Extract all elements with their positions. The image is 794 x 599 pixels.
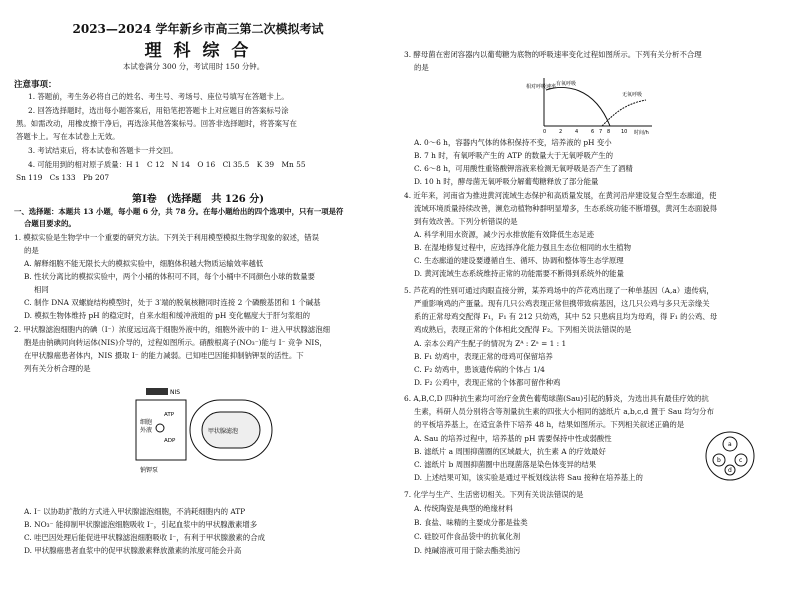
note-line: 2. 回答选择题时，选出每小题答案后，用铅笔把答题卡上对应题目的答案标号涂	[28, 106, 289, 115]
cell-label: 细胞	[140, 419, 153, 426]
q4-option-b: B. 在湿地修复过程中，应选择净化能力强且生态位相同的水生植物	[414, 243, 632, 252]
tick-label: 6	[591, 129, 595, 135]
note-line: 1. 答题前，考生务必将自己的姓名、考生号、考场号、座位号填写在答题卡上。	[28, 92, 289, 101]
disc-label: b	[717, 457, 721, 464]
q3-stem: 的是	[414, 63, 429, 72]
respiration-chart	[524, 74, 664, 138]
subject-title: 理 科 综 合	[144, 41, 252, 61]
q1-option-b: B. 性状分离比的模拟实验中，两个小桶的体积可不同，每个小桶中不同颜色小球的数量要	[24, 272, 315, 281]
tick-label: 0	[543, 129, 547, 135]
note-line: 3. 考试结束后，将本试卷和答题卡一并交回。	[28, 146, 178, 155]
q3-option-b: B. 7 h 时，有氧呼吸产生的 ATP 的数量大于无氧呼吸产生的	[414, 151, 614, 160]
note-line: Sn 119 Cs 133 Pb 207	[16, 173, 110, 182]
q2-option-c: C. 哇巴因处理后能促进甲状腺滤泡细胞吸收 I⁻，有利于甲状腺激素的合成	[24, 533, 265, 542]
tick-label: 7	[599, 129, 603, 135]
q3-option-c: C. 6～8 h，可用酸性重铬酸钾溶液来检测无氧呼吸是否产生了酒精	[414, 164, 633, 173]
q4-option-c: C. 生态廊道的建设要遵循自生、循环、协调和整体等生态学原理	[414, 256, 624, 265]
note-line: 黑。如需改动，用橡皮擦干净后，再选涂其他答案标号。回答非选择题时，将答案写在	[16, 119, 297, 128]
q7-option-a: A. 传统陶瓷是典型的绝缘材料	[414, 504, 513, 513]
disc-label: c	[739, 457, 743, 464]
note-line: 4. 可能用到的相对原子质量：H 1 C 12 N 14 O 16 Cl 35.5 K 39 Mn 55	[28, 160, 306, 169]
tick-label: 8	[607, 129, 611, 135]
q2-option-d: D. 甲状腺癌患者血浆中的促甲状腺激素释放激素的浓度可能会升高	[24, 546, 242, 555]
pump-label: 钠钾泵	[140, 467, 159, 474]
q4-line: 流域环境质量持续改善，濒危动植物种群明显增多，生态系统功能不断增强，黄河生态面貌得	[414, 204, 718, 213]
q3-option-a: A. 0～6 h，容器内气体的体积保持不变，培养液的 pH 变小	[414, 138, 612, 147]
q1-stem: 1. 模拟实验是生物学中一个重要的研究方法。下列关于利用模型模拟生物学现象的叙述，错误	[14, 233, 320, 242]
thyroid-label: 甲状腺滤泡	[208, 428, 239, 435]
q4-option-d: D. 黄河流域生态系统维持正常的功能需要不断得到系统外的能量	[414, 269, 624, 278]
q1-stem: 的是	[24, 246, 39, 255]
q7-line: 7. 化学与生产、生活密切相关。下列有关说法错误的是	[404, 490, 584, 499]
q2-option-a: A. I⁻ 以协助扩散的方式进入甲状腺滤泡细胞，不消耗细胞内的 ATP	[24, 507, 246, 516]
q6-option-d: D. 上述结果可知，该实验是通过平板划线法将 Sau 接种在培养基上的	[414, 473, 643, 482]
section-title: 第Ⅰ卷 (选择题 共 126 分)	[132, 194, 264, 205]
exam-title: 2023—2024 学年新乡市高三第二次模拟考试	[72, 22, 324, 36]
q5-line: 鸡成熟后，表现正常的个体相此交配得 F₂。下列相关说法错误的是	[414, 325, 632, 334]
q5-option-a: A. 亲本公鸡产生配子的情况为 Zᴬ : Zᵃ = 1 : 1	[414, 339, 567, 348]
tick-label: 4	[575, 129, 579, 135]
nis-transport-diagram	[126, 380, 276, 476]
q6-option-a: A. Sau 的培养过程中，培养基的 pH 需要保持中性或弱酸性	[414, 434, 612, 443]
q1-option-b: 相同	[34, 285, 49, 294]
q5-line: 系的正常母鸡交配得 F₁，F₁ 有 212 只幼鸡，其中 52 只患病且均为母鸡，得 F₁ 的公鸡、母	[414, 312, 718, 321]
section-intro: 合题目要求的。	[24, 219, 76, 228]
q1-option-d: D. 模拟生物体维持 pH 的稳定时，自来水组和缓冲液组的 pH 变化幅度大于肝匀浆组的	[24, 311, 311, 320]
q1-option-c: C. 制作 DNA 双螺旋结构模型时，处于 3′端的脱氧核糖同时连接 2 个磷酸基团和 1 个碱基	[24, 298, 321, 307]
anaerobic-label: 无氧呼吸	[622, 92, 643, 98]
notes-heading: 注意事项：	[14, 80, 57, 90]
q3-stem: 3. 酵母菌在密闭容器内以葡萄糖为底物的呼吸速率变化过程如图所示。下列有关分析不合理	[404, 50, 702, 59]
atp-label: ATP	[164, 412, 175, 418]
section-intro: 一、选择题：本题共 13 小题，每小题 6 分，共 78 分。在每小题给出的四个选项中，只有一项是符	[14, 207, 344, 216]
q7-option-d: D. 纯碱溶液可用于除去酯类油污	[414, 546, 521, 555]
note-line: 答题卡上。写在本试卷上无效。	[16, 132, 120, 141]
tick-label: 10	[621, 129, 628, 135]
q5-option-c: C. F₂ 幼鸡中，患该遗传病的个体占 1/4	[414, 365, 545, 374]
nis-label: NIS	[170, 389, 181, 396]
score-info: 本试卷满分 300 分，考试用时 150 分钟。	[123, 62, 265, 71]
q5-line: 严重影响鸡的产蛋量。现有几只公鸡表现正常但携带致病基因，这几只公鸡与多只无亲缘关	[414, 299, 710, 308]
x-axis-label: 时间/h	[634, 130, 649, 136]
q1-option-a: A. 解释细胞不能无限长大的模拟实验中，细胞体积越大物质运输效率越低	[24, 259, 264, 268]
q5-option-b: B. F₁ 幼鸡中，表现正常的母鸡可保留培养	[414, 352, 553, 361]
q6-line: 生素，科研人员分别将含等剂量抗生素的四张大小相同的滤纸片 a,b,c,d 置于 Sau 均匀分布	[414, 407, 714, 416]
y-axis-label: 相对呼吸速率	[526, 84, 557, 90]
q7-option-c: C. 硅胶可作食品袋中的抗氧化剂	[414, 532, 521, 541]
q5-line: 5. 芦花鸡的性别可通过肉眼直接分辨，某养鸡场中的芦花鸡出现了一种单基因（A,a）遗传病，	[404, 286, 714, 295]
q4-option-a: A. 科学利用水资源，减少污水排放能有效降低生态足迹	[414, 230, 595, 239]
q2-stem: 胞是由钠碘同向转运体(NIS)介导的，过程如图所示。硝酸根离子(NO₃⁻)能与 I⁻ 竞争 NIS，	[24, 338, 327, 347]
petri-dish	[704, 430, 756, 482]
aerobic-curve	[546, 87, 610, 126]
q3-option-d: D. 10 h 时，酵母菌无氧呼吸分解葡萄糖释放了部分能量	[414, 177, 599, 186]
cell-label: 外液	[140, 427, 153, 434]
tick-label: 2	[559, 129, 563, 135]
q2-stem: 在甲状腺癌患者体内，NIS 摄取 I⁻ 的能力减弱。已知哇巴因能抑制钠钾泵的活性。下	[24, 351, 304, 360]
aerobic-label: 有氧呼吸	[556, 81, 577, 87]
q5-option-d: D. F₂ 公鸡中，表现正常的个体都可留作种鸡	[414, 378, 561, 387]
adp-label: ADP	[164, 438, 176, 444]
q2-stem: 列有关分析合理的是	[24, 364, 91, 373]
q6-line: 的平板培养基上，在适宜条件下培养 48 h，结果如图所示。下列相关叙述正确的是	[414, 420, 685, 429]
q4-line: 4. 近年来，河南省为推进黄河流域生态保护和高质量发展，在黄河沿岸建设复合型生态廊道，使	[404, 191, 717, 200]
disc-label: d	[728, 467, 732, 474]
q6-option-c: C. 滤纸片 b 周围抑菌圈中出现菌落是染色体变异的结果	[414, 460, 597, 469]
q4-line: 到有效改善。下列分析错误的是	[414, 217, 518, 226]
q7-option-b: B. 食盐、味精的主要成分都是盐类	[414, 518, 528, 527]
q2-stem: 2. 甲状腺滤泡细胞内的碘（I⁻）浓度远远高于细胞外液中的，细胞外液中的 I⁻ 进入甲状腺滤泡细	[14, 325, 330, 334]
q6-option-b: B. 滤纸片 a 周围抑菌圈的区域最大，抗生素 A 的疗效最好	[414, 447, 606, 456]
q2-option-b: B. NO₃⁻ 能抑制甲状腺滤泡细胞吸收 I⁻，引起血浆中的甲状腺激素增多	[24, 520, 258, 529]
q6-line: 6. A,B,C,D 四种抗生素均可治疗金黄色葡萄球菌(Sau)引起的肺炎，为选出具有最佳疗效的抗	[404, 394, 709, 403]
disc-label: a	[728, 441, 732, 448]
